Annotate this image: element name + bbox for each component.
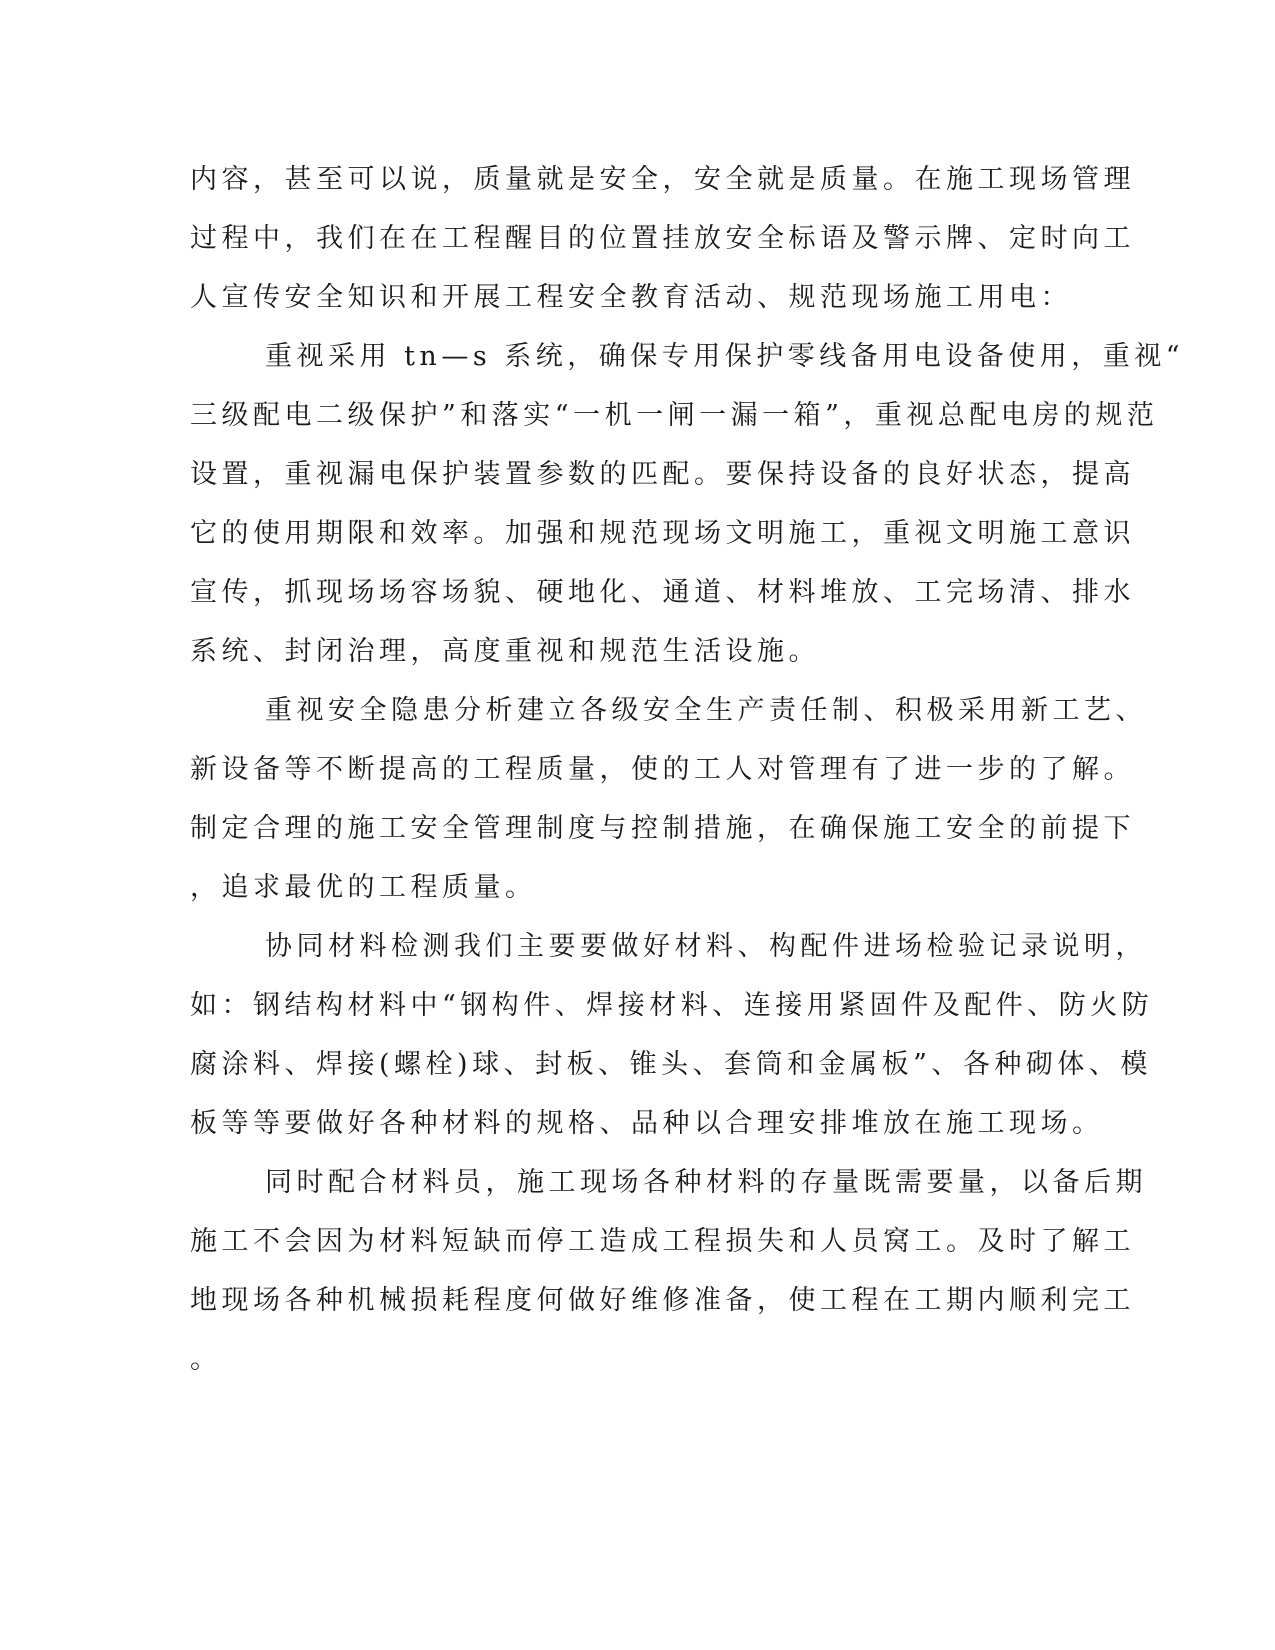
paragraph-start-line: 同时配合材料员，施工现场各种材料的存量既需要量，以备后期 (265, 1167, 1147, 1198)
text-line: 制定合理的施工安全管理制度与控制措施，在确保施工安全的前提下 (190, 813, 1135, 844)
paragraph-start-line: 重视采用 tn—s 系统，确保专用保护零线备用电设备使用，重视“ (265, 341, 1185, 372)
text-line: 内容，甚至可以说，质量就是安全，安全就是质量。在施工现场管理 (190, 164, 1135, 195)
text-line: 人宣传安全知识和开展工程安全教育活动、规范现场施工用电： (190, 282, 1072, 313)
text-line: ，追求最优的工程质量。 (190, 872, 537, 903)
paragraph-start-line: 重视安全隐患分析建立各级安全生产责任制、积极采用新工艺、 (265, 695, 1147, 726)
text-line: 新设备等不断提高的工程质量，使的工人对管理有了进一步的了解。 (190, 754, 1135, 785)
text-line: 三级配电二级保护”和落实“一机一闸一漏一箱”，重视总配电房的规范 (190, 400, 1159, 431)
text-line: 板等等要做好各种材料的规格、品种以合理安排堆放在施工现场。 (190, 1108, 1104, 1139)
text-line: 系统、封闭治理，高度重视和规范生活设施。 (190, 636, 820, 667)
text-line: 设置，重视漏电保护装置参数的匹配。要保持设备的良好状态，提高 (190, 459, 1135, 490)
text-line: 。 (190, 1344, 222, 1375)
text-line: 腐涂料、焊接(螺栓)球、封板、锥头、套筒和金属板”、各种砌体、模 (190, 1049, 1152, 1080)
text-line: 地现场各种机械损耗程度何做好维修准备，使工程在工期内顺利完工 (190, 1285, 1135, 1316)
text-line: 如：钢结构材料中“钢构件、焊接材料、连接用紧固件及配件、防火防 (190, 990, 1154, 1021)
text-line: 宣传，抓现场场容场貌、硬地化、通道、材料堆放、工完场清、排水 (190, 577, 1135, 608)
paragraph-start-line: 协同材料检测我们主要要做好材料、构配件进场检验记录说明， (265, 931, 1147, 962)
text-line: 它的使用期限和效率。加强和规范现场文明施工，重视文明施工意识 (190, 518, 1135, 549)
text-line: 施工不会因为材料短缺而停工造成工程损失和人员窝工。及时了解工 (190, 1226, 1135, 1257)
text-line: 过程中，我们在在工程醒目的位置挂放安全标语及警示牌、定时向工 (190, 223, 1135, 254)
